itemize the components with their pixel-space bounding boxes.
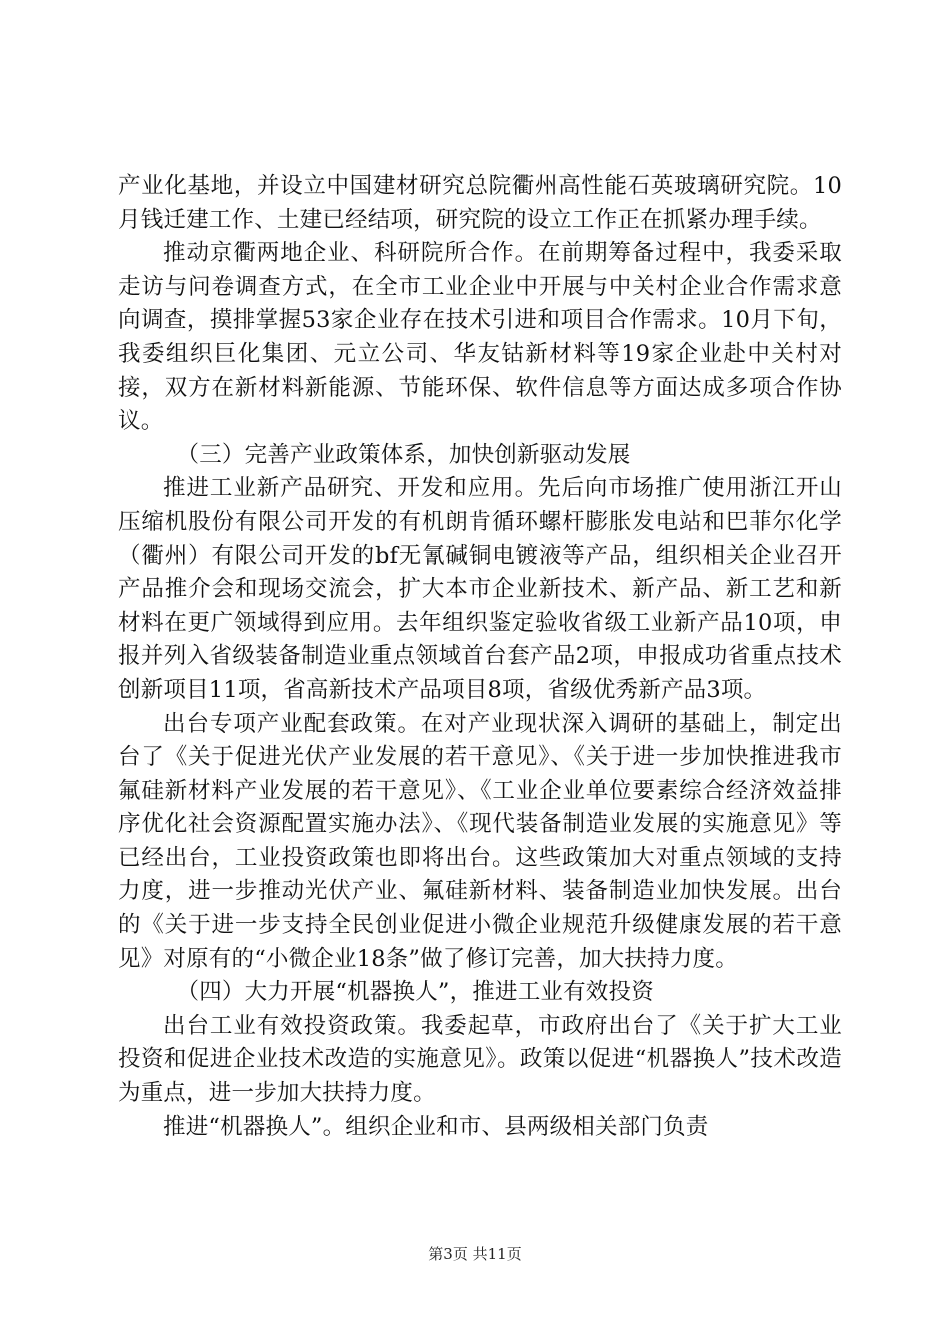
paragraph-new-products: 推进工业新产品研究、开发和应用。先后向市场推广使用浙江开山压缩机股份有限公司开发的有机朗肯循环螺杆膨胀发电站和巴菲尔化学（衢州）有限公司开发的bf无氰碱铜电镀液等产品，组织相关企业召开产品推介会和现场交流会，扩大本市企业新技术、新产品、新工艺和新材料在更广领域得到应用。去年组织鉴定验收省级工业新产品10项，申报并列入省级装备制造业重点领域首台套产品2项，申报成功省重点技术创新项目11项，省高新技术产品项目8项，省级优秀新产品3项。 bbox=[118, 475, 842, 703]
paragraph-machine-replacement: 推进“机器换人”。组织企业和市、县两级相关部门负责 bbox=[163, 1113, 709, 1140]
paragraph-investment-policy: 出台工业有效投资政策。我委起草，市政府出台了《关于扩大工业投资和促进企业技术改造的实施意见》。政策以促进“机器换人”技术改造为重点，进一步加大扶持力度。 bbox=[118, 1012, 842, 1107]
document-body bbox=[118, 170, 842, 1144]
paragraph-continuation: 产业化基地，并设立中国建材研究总院衢州高性能石英玻璃研究院。10月钱迁建工作、土建已经结项，研究院的设立工作正在抓紧办理手续。 bbox=[118, 173, 842, 233]
section-heading-3: （三）完善产业政策体系，加快创新驱动发展 bbox=[176, 441, 631, 468]
paragraph-beijing-quzhou-cooperation: 推动京衢两地企业、科研院所合作。在前期筹备过程中，我委采取走访与问卷调查方式，在全市工业企业中开展与中关村企业合作需求意向调查，摸排掌握53家企业存在技术引进和项目合作需求。10月下旬，我委组织巨化集团、元立公司、华友钴新材料等19家企业赴中关村对接，双方在新材料新能源、节能环保、软件信息等方面达成多项合作协议。 bbox=[118, 240, 842, 435]
section-heading-4: （四）大力开展“机器换人”，推进工业有效投资 bbox=[176, 979, 654, 1006]
paragraph-industry-policies: 出台专项产业配套政策。在对产业现状深入调研的基础上，制定出台了《关于促进光伏产业发展的若干意见》、《关于进一步加快推进我市氟硅新材料产业发展的若干意见》、《工业企业单位要素综合经济效益排序优化社会资源配置实施办法》、《现代装备制造业发展的实施意见》等已经出台，工业投资政策也即将出台。这些政策加大对重点领域的支持力度，进一步推动光伏产业、氟硅新材料、装备制造业加快发展。出台的《关于进一步支持全民创业促进小微企业规范升级健康发展的若干意见》对原有的“小微企业18条”做了修订完善，加大扶持力度。 bbox=[118, 710, 842, 972]
page-number-footer: 第3页 共11页 bbox=[428, 1245, 522, 1263]
